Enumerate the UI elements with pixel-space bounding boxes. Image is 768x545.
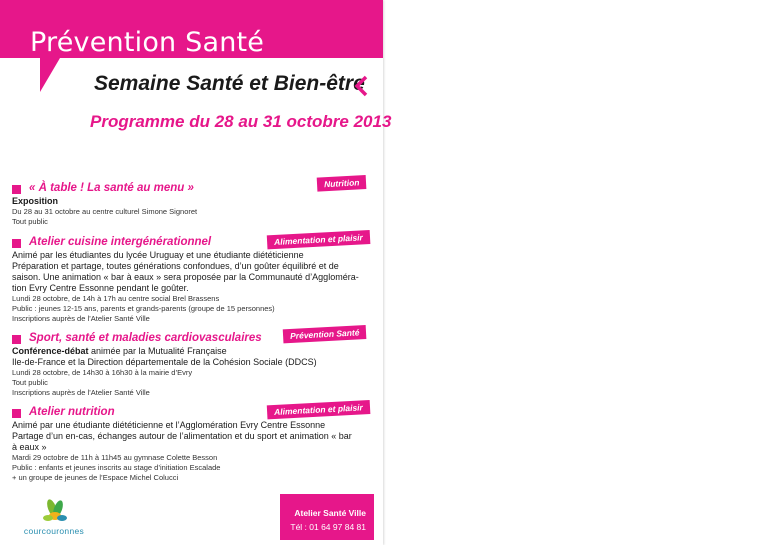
section-title: « À table ! La santé au menu » <box>29 182 194 194</box>
body-line: Ile-de-France et la Direction départementale de la Cohésion Sociale (DDCS) <box>12 357 317 367</box>
bullet-square-icon <box>12 409 21 418</box>
leaf-logo-icon <box>14 496 94 526</box>
section-sport-sante <box>12 327 372 398</box>
section-type: Exposition <box>12 196 59 206</box>
detail-line: Public : jeunes 12-15 ans, parents et grands-parents (groupe de 15 personnes) <box>12 304 275 313</box>
week-title: Semaine Santé et Bien-être <box>94 72 365 95</box>
detail-line: Tout public <box>12 378 48 387</box>
body-line: saison. Une animation « bar à eaux » sera proposée par la Communauté d’Aggloméra- <box>12 272 359 282</box>
courcouronnes-logo <box>14 496 94 540</box>
section-title: Atelier nutrition <box>29 406 115 418</box>
section-type: Conférence-débat <box>12 346 89 356</box>
tag-prevention: Prévention Santé <box>282 325 366 343</box>
tag-alimentation: Alimentation et plaisir <box>267 230 370 249</box>
bullet-square-icon <box>12 239 21 248</box>
detail-line: Lundi 28 octobre, de 14h30 à 16h30 à la mairie d’Evry <box>12 368 193 377</box>
detail-line: + un groupe de jeunes de l’Espace Michel Colucci <box>12 473 179 482</box>
body-line: Animé par les étudiantes du lycée Uruguay et une étudiante diététicienne <box>12 250 304 260</box>
detail-line: Du 28 au 31 octobre au centre culturel Simone Signoret <box>12 207 198 216</box>
section-atelier-cuisine <box>12 232 372 324</box>
tag-alimentation: Alimentation et plaisir <box>267 400 370 419</box>
body-line: Animé par une étudiante diététicienne et l’Agglomération Evry Centre Essonne <box>12 420 326 430</box>
body-text: animée par la Mutualité Française <box>88 346 227 356</box>
detail-line: Inscriptions auprès de l’Atelier Santé Ville <box>12 314 150 323</box>
detail-line: Public : enfants et jeunes inscrits au stage d’initiation Escalade <box>12 463 221 472</box>
body-line: tion Evry Centre Essonne pendant le goûter. <box>12 283 189 293</box>
contact-org: Atelier Santé Ville <box>294 508 366 518</box>
tag-nutrition: Nutrition <box>316 175 366 192</box>
program-dates: Programme du 28 au 31 octobre 2013 <box>90 112 392 131</box>
logo-text: courcouronnes <box>23 526 85 536</box>
bullet-square-icon <box>12 335 21 344</box>
detail-line: Tout public <box>12 217 48 226</box>
bullet-square-icon <box>12 185 21 194</box>
contact-block <box>280 494 374 540</box>
banner-title: Prévention Santé <box>30 27 265 58</box>
detail-line: Lundi 28 octobre, de 14h à 17h au centre social Brel Brassens <box>12 294 220 303</box>
contact-phone: Tél : 01 64 97 84 81 <box>290 522 366 532</box>
detail-line: Mardi 29 octobre de 11h à 11h45 au gymnase Colette Besson <box>12 453 218 462</box>
body-line: Partage d’un en-cas, échanges autour de l’alimentation et du sport et animation « bar <box>12 431 352 441</box>
body-line: à eaux » <box>12 442 47 452</box>
section-title: Sport, santé et maladies cardiovasculaires <box>29 332 262 344</box>
section-title: Atelier cuisine intergénérationnel <box>29 236 212 248</box>
chevron-left-icon <box>353 74 369 98</box>
body-line: Préparation et partage, toutes générations confondues, d’un goûter équilibré et de <box>12 261 339 271</box>
section-atelier-nutrition <box>12 402 372 483</box>
section-a-table <box>12 177 372 227</box>
detail-line: Inscriptions auprès de l’Atelier Santé Ville <box>12 388 150 397</box>
